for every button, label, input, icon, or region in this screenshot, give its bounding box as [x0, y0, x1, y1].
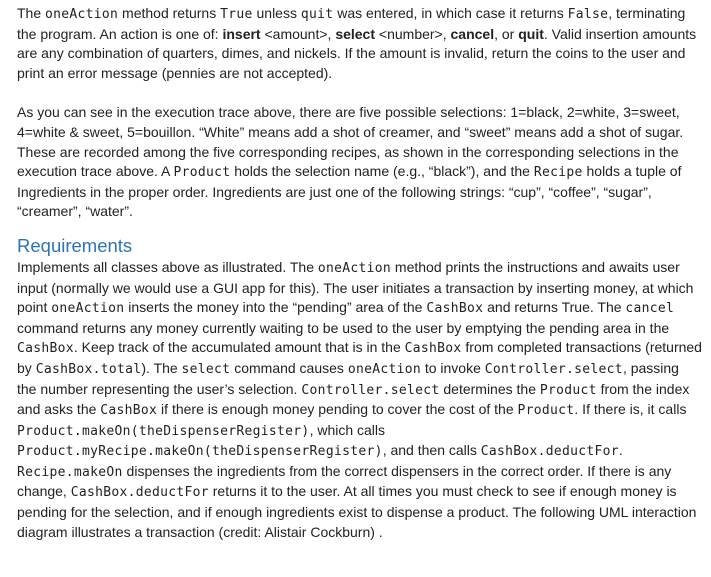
code-controller-select: Controller.select [484, 361, 623, 377]
code-recipe-makeon: Recipe.makeOn [17, 464, 123, 480]
code-oneaction: oneAction [317, 260, 392, 276]
code-cashbox-total: CashBox.total [35, 361, 142, 377]
text: from completed transactions (returned by [17, 339, 702, 376]
text: returns it to the user. At all times you must check to see if enough money is pending for the selection, and if enough ingredients exist to dispense a product. The following UML interaction diagram illustrates a transaction (credit: Alistair Cockburn) . [17, 483, 697, 540]
text: , passing the number representing the user’s selection. [17, 359, 679, 397]
text: As you can see in the execution trace above, there are five possible selections: 1=black, 2=white, 3=sweet, 4=white & sweet, 5=bouillon. “White” means add a shot of creamer, and “sweet” means add a shot of sugar. These are recorded among the five corresponding recipes, as shown in the corresponding selections in the execution trace above. A [17, 104, 684, 180]
text: inserts the money into the “pending” area of the [124, 299, 427, 316]
text: was entered, in which case it returns [333, 5, 568, 21]
code-cashbox: CashBox [100, 403, 158, 419]
code-recipe: Recipe [533, 165, 583, 181]
paragraph-requirements [17, 258, 702, 542]
code-cashbox: CashBox [404, 341, 462, 357]
text: method prints the instructions and awaits user input (normally we would use a GUI app for this). The user initiates a transaction by inserting money, at which point [17, 258, 694, 316]
code-cashbox: CashBox [17, 341, 74, 357]
text: <amount>, [260, 25, 336, 42]
text: , terminating the program. An action is one of: [17, 5, 686, 42]
text: , which calls [309, 421, 386, 438]
code-cashbox-deductfor: CashBox.deductFor [70, 485, 209, 501]
text: if there is enough money pending to cover the cost of the [157, 401, 518, 418]
text: determines the [439, 380, 540, 397]
code-product: Product [517, 403, 575, 419]
text: , and then calls [382, 442, 481, 459]
text: . [618, 442, 623, 459]
paragraph-selections [17, 103, 702, 222]
text: unless [252, 5, 301, 21]
text: The [17, 5, 46, 21]
bold-insert: insert [222, 25, 261, 42]
code-product-makeon: Product.makeOn(theDispenserRegister) [17, 423, 310, 439]
code-quit: quit [300, 7, 334, 22]
code-product: Product [539, 382, 597, 398]
text: holds the selection name (e.g., “black”), and the [230, 163, 534, 180]
code-select: select [181, 361, 231, 377]
text: ). The [141, 359, 182, 376]
text: . Valid insertion amounts are any combination of quarters, dimes, and nickels. If the amount is invalid, return the coins to the user and print an error message (pennies are not accepted). [17, 25, 697, 81]
text: holds a tuple of Ingredients in the proper order. Ingredients are just one of the following strings: “cup”, “coffee”, “sugar”, “creamer”, “water”. [17, 163, 682, 220]
text: command causes [230, 359, 348, 376]
text: and returns True. The [483, 299, 626, 316]
code-cashbox: CashBox [426, 301, 484, 317]
text: method returns [118, 5, 221, 21]
code-oneaction: oneAction [347, 361, 421, 377]
code-cancel: cancel [625, 301, 675, 317]
text: . Keep track of the accumulated amount that is in the [73, 339, 405, 356]
bold-select: select [335, 25, 376, 42]
code-true: True [220, 7, 253, 22]
text: to invoke [420, 359, 485, 376]
code-product-myrecipe-makeon: Product.myRecipe.makeOn(theDispenserRegister) [17, 444, 383, 460]
code-oneaction: oneAction [51, 301, 125, 317]
code-false: False [567, 7, 609, 22]
paragraph-oneaction [17, 4, 702, 83]
text: from the index and asks the [17, 380, 690, 418]
bold-cancel: cancel [450, 25, 495, 42]
code-product: Product [173, 165, 231, 181]
text: Implements all classes above as illustrated. The [17, 258, 318, 275]
bold-quit: quit [518, 25, 544, 42]
section-heading-requirements: Requirements [17, 234, 133, 256]
document-body [17, 4, 702, 542]
text: command returns any money currently waiting to be used to the user by emptying the pending area in the [17, 319, 670, 336]
text: . If there is, it calls [574, 401, 687, 418]
text: <number>, [375, 25, 451, 42]
code-controller-select: Controller.select [301, 382, 440, 398]
text: , or [494, 25, 519, 42]
code-oneaction: oneAction [45, 7, 119, 22]
code-cashbox-deductfor: CashBox.deductFor [480, 444, 619, 460]
text: dispenses the ingredients from the correct dispensers in the correct order. If there is any change, [17, 462, 672, 500]
